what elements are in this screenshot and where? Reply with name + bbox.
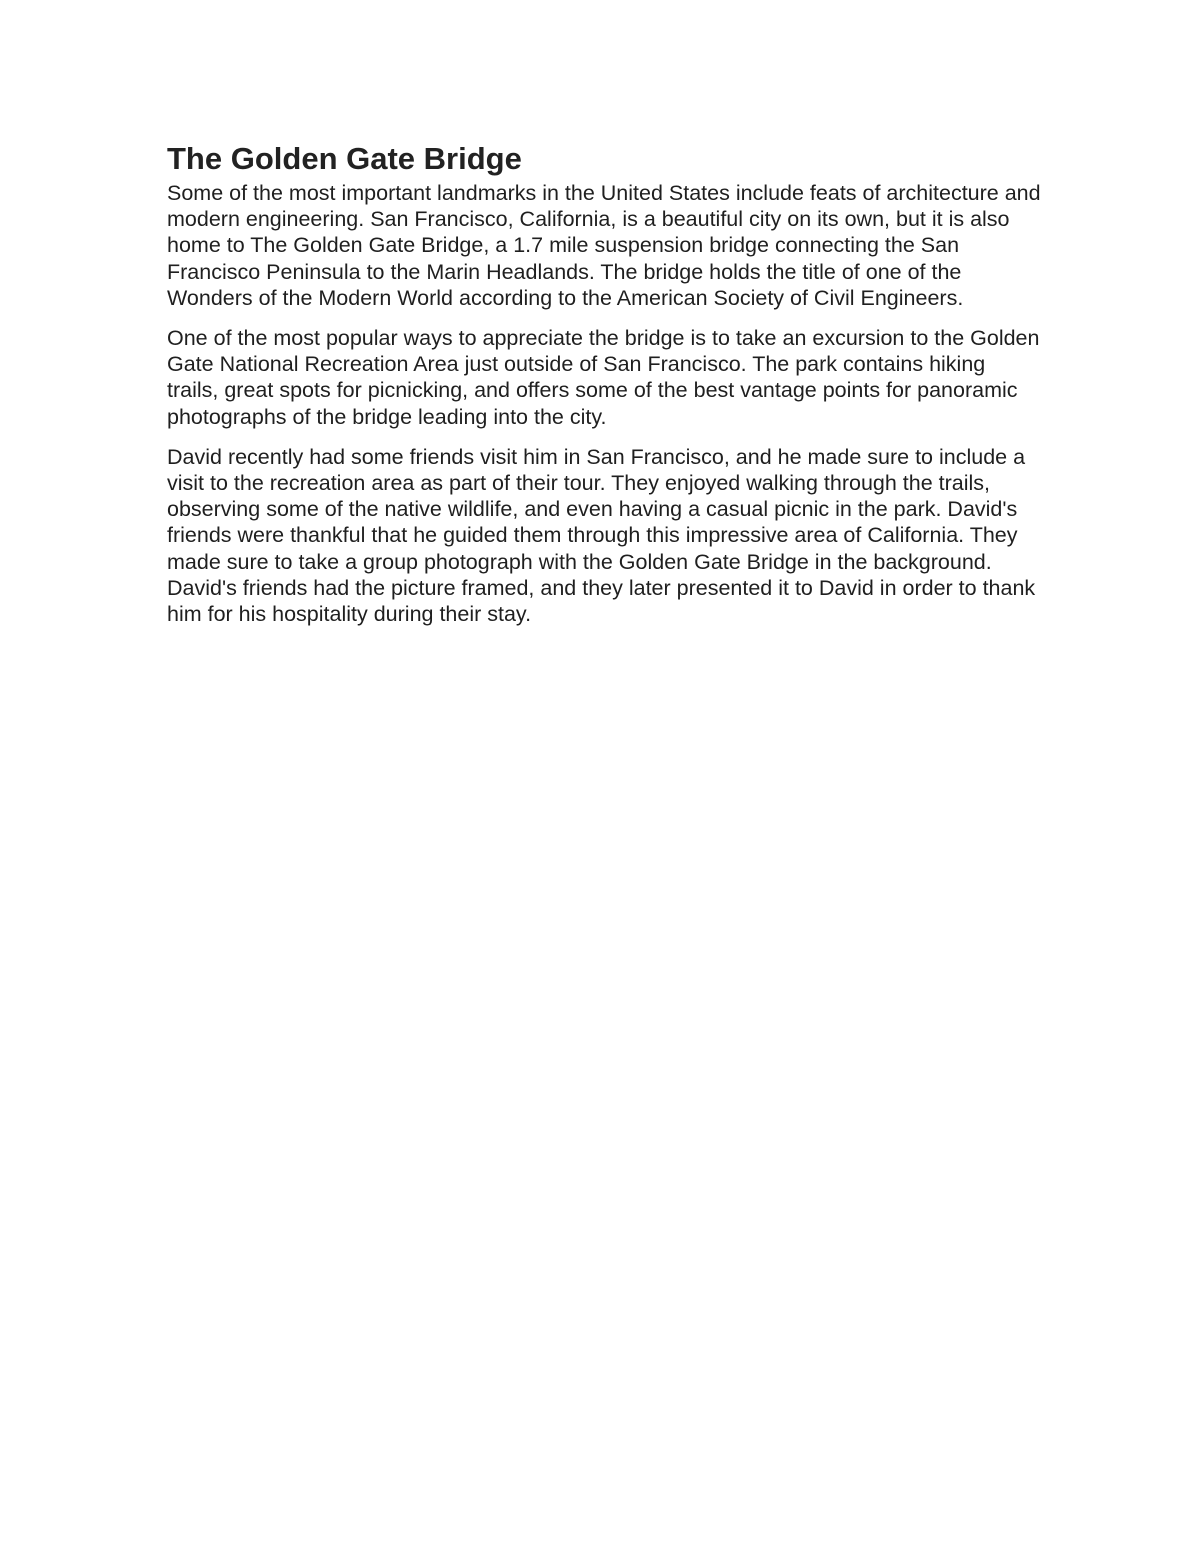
paragraph-1: Some of the most important landmarks in the United States include feats of architecture and modern engineering. San Francisco, California, is a beautiful city on its own, but it is also home to The Golden Gate Bridge, a 1.7 mile suspension bridge connecting the San Francisco Peninsula to the Marin Headlands. The bridge holds the title of one of the Wonders of the Modern World according to the American Society of Civil Engineers. xyxy=(167,181,1041,310)
paragraph-2: One of the most popular ways to appreciate the bridge is to take an excursion to the Golden Gate National Recreation Area just outside of San Francisco. The park contains hiking trails, great spots for picnicking, and offers some of the best vantage points for panoramic photographs of the bridge leading into the city. xyxy=(167,326,1040,429)
paragraph-3: David recently had some friends visit him in San Francisco, and he made sure to include a visit to the recreation area as part of their tour. They enjoyed walking through the trails, observing some of the native wildlife, and even having a casual picnic in the park. David's friends were thankful that he guided them through this impressive area of California. They made sure to take a group photograph with the Golden Gate Bridge in the background. David's friends had the picture framed, and they later presented it to David in order to thank him for his hospitality during their stay. xyxy=(167,444,1036,627)
document-body xyxy=(167,140,1042,641)
document-title: The Golden Gate Bridge xyxy=(167,141,522,176)
